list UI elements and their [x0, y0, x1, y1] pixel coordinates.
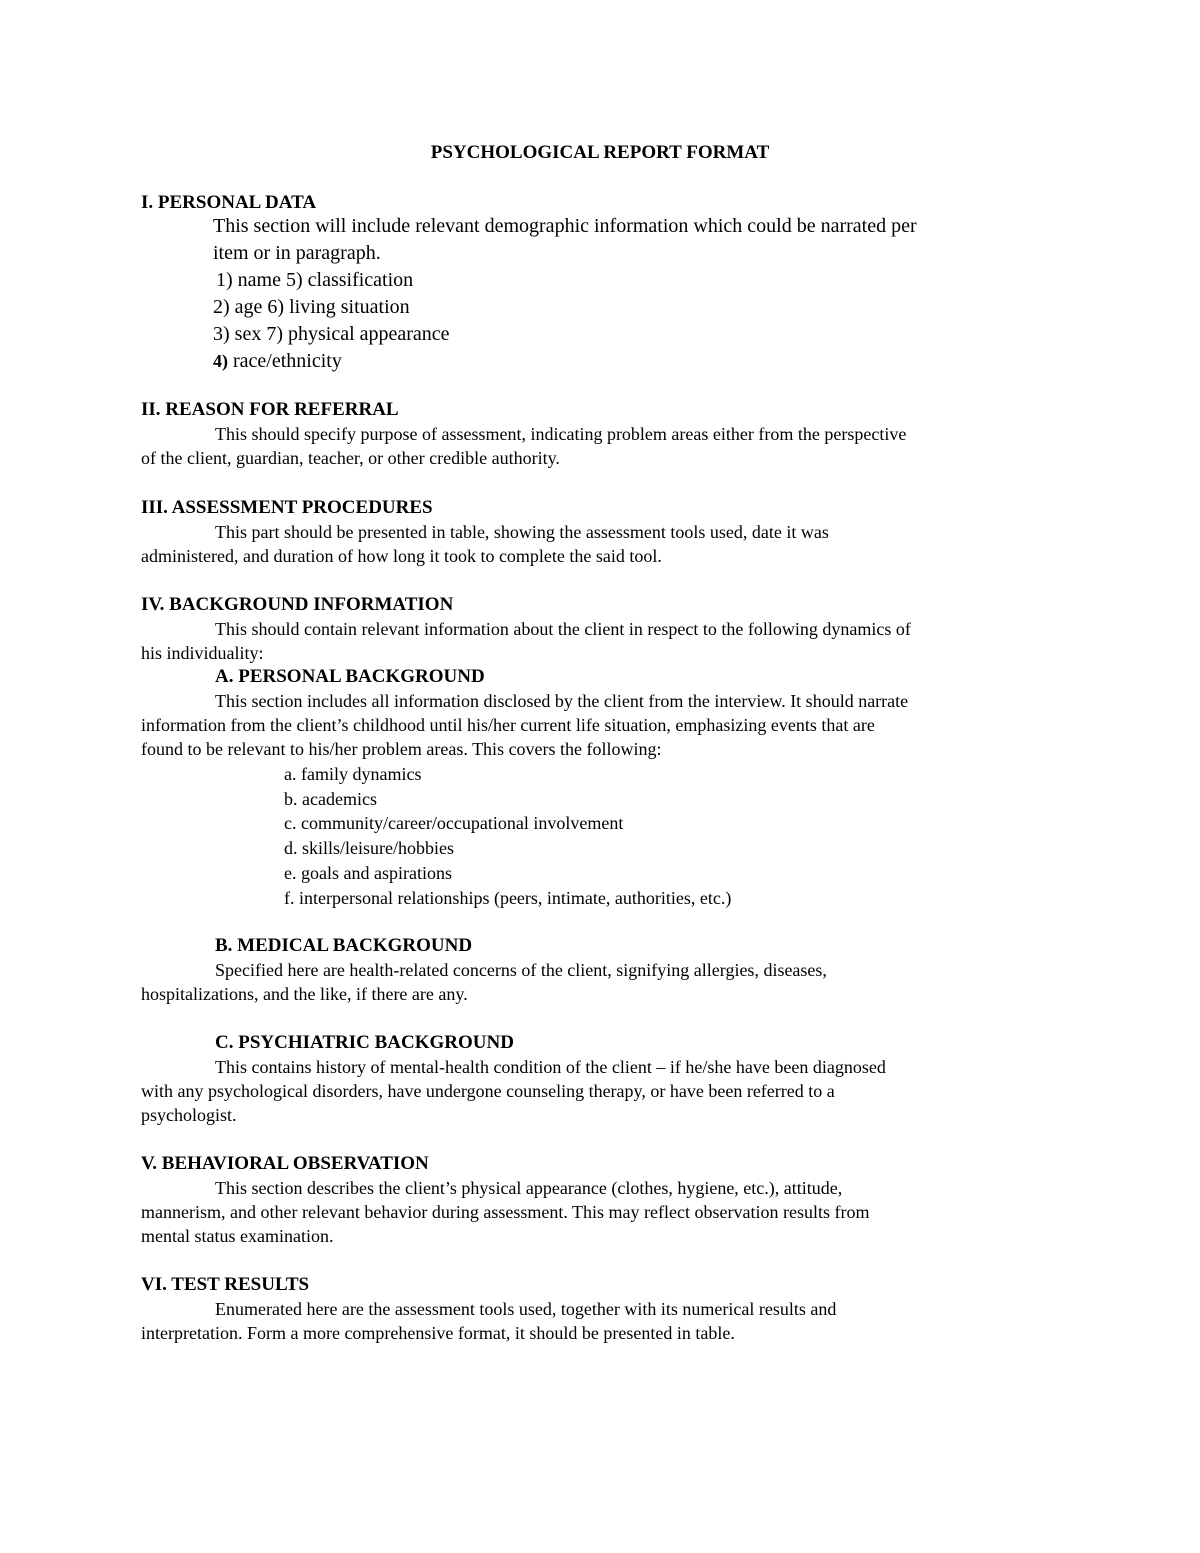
paragraph-line: This section describes the client’s physical appearance (clothes, hygiene, etc.), attitude, [215, 1178, 843, 1198]
subsection-heading: C. PSYCHIATRIC BACKGROUND [215, 1032, 514, 1053]
list-item [213, 348, 1073, 375]
section-referral [141, 398, 1061, 470]
list-item: 3) sex 7) physical appearance [213, 323, 450, 345]
paragraph-line: hospitalizations, and the like, if there are any. [141, 984, 468, 1004]
personal-data-body [213, 213, 1073, 375]
list-item: a. family dynamics [284, 764, 422, 784]
paragraph-line: This section includes all information disclosed by the client from the interview. It should narrate [215, 691, 909, 711]
section-heading: VI. TEST RESULTS [141, 1274, 310, 1295]
paragraph-line: of the client, guardian, teacher, or other credible authority. [141, 448, 560, 468]
subsection-heading: A. PERSONAL BACKGROUND [215, 666, 485, 687]
paragraph-line: with any psychological disorders, have undergone counseling therapy, or have been referred to a [141, 1081, 835, 1101]
paragraph-line: mannerism, and other relevant behavior during assessment. This may reflect observation results from [141, 1202, 870, 1222]
paragraph-line: This contains history of mental-health condition of the client – if he/she have been diagnosed [215, 1057, 886, 1077]
subsection-medical [141, 934, 1061, 1006]
paragraph-line: item or in paragraph. [213, 242, 381, 264]
section-procedures [141, 496, 1061, 568]
list-item: f. interpersonal relationships (peers, intimate, authorities, etc.) [284, 887, 732, 908]
list-item: 1) name 5) classification [216, 269, 414, 291]
subsection-heading: B. MEDICAL BACKGROUND [215, 935, 473, 956]
list-item-text: race/ethnicity [228, 350, 342, 372]
paragraph-line: information from the client’s childhood until his/her current life situation, emphasizing events that are [141, 715, 875, 735]
list-item-number: 4) [213, 351, 228, 371]
section-heading: II. REASON FOR REFERRAL [141, 399, 399, 420]
paragraph-line: found to be relevant to his/her problem areas. This covers the following: [141, 739, 662, 759]
section-heading: III. ASSESSMENT PROCEDURES [141, 497, 433, 518]
paragraph-line: Specified here are health-related concerns of the client, signifying allergies, diseases, [215, 960, 827, 980]
paragraph-line: Enumerated here are the assessment tools used, together with its numerical results and [215, 1299, 837, 1319]
paragraph-line: interpretation. Form a more comprehensive format, it should be presented in table. [141, 1323, 735, 1343]
paragraph-line: This part should be presented in table, showing the assessment tools used, date it was [215, 522, 829, 542]
section-heading: V. BEHAVIORAL OBSERVATION [141, 1153, 429, 1174]
section-heading: IV. BACKGROUND INFORMATION [141, 594, 454, 615]
section-background [141, 593, 1061, 910]
list-item: e. goals and aspirations [284, 862, 452, 883]
section-results [141, 1273, 1061, 1345]
section-observation [141, 1152, 1061, 1248]
paragraph-line: This should specify purpose of assessment, indicating problem areas either from the perspective [215, 424, 907, 444]
section-personal-data [141, 191, 1061, 215]
list-item: b. academics [284, 788, 377, 809]
paragraph-line: This should contain relevant information about the client in respect to the following dynamics of [215, 619, 911, 639]
list-item: d. skills/leisure/hobbies [284, 838, 454, 859]
document-title: PSYCHOLOGICAL REPORT FORMAT [430, 142, 770, 163]
list-item: c. community/career/occupational involvement [284, 813, 624, 834]
paragraph-line: his individuality: [141, 643, 264, 663]
list-item: 2) age 6) living situation [213, 296, 410, 318]
section-heading: I. PERSONAL DATA [141, 192, 317, 213]
subsection-psychiatric [141, 1031, 1061, 1127]
paragraph-line: psychologist. [141, 1105, 237, 1125]
paragraph-line: mental status examination. [141, 1226, 334, 1246]
paragraph-line: This section will include relevant demographic information which could be narrated per [213, 215, 917, 237]
personal-background-list [141, 762, 1061, 910]
paragraph-line: administered, and duration of how long it took to complete the said tool. [141, 546, 662, 566]
